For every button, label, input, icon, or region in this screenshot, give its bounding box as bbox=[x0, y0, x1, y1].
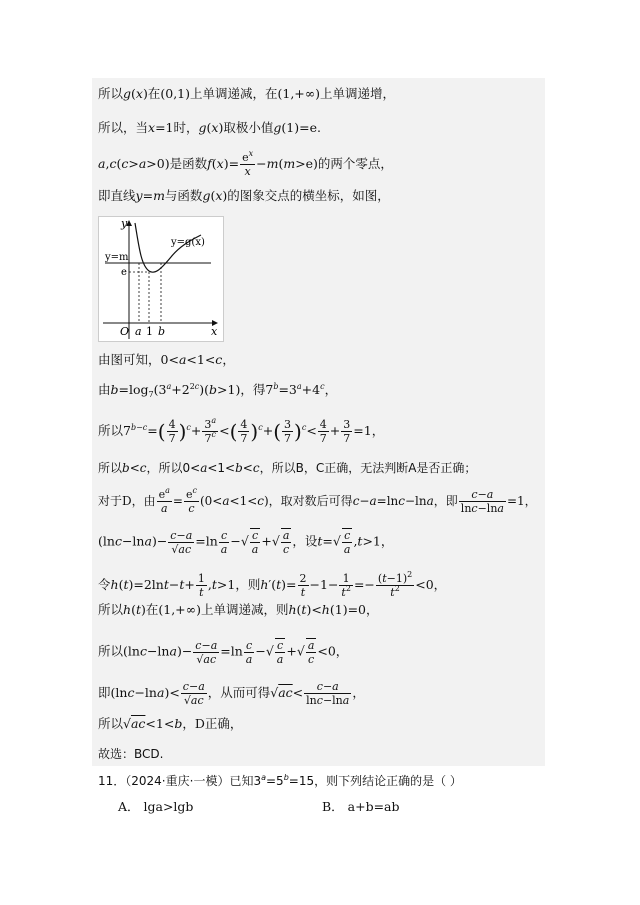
solution-line-11: 令h(t)=2lnt−t+ $\frac{1}{t}$ ,t>1，则h′(t)= $\frac{2}{t}$ −1− $\frac{1}{t^2}$ =− $\frac{(t-1)^2}{t^2}$ <0， bbox=[98, 570, 447, 599]
function-graph bbox=[98, 216, 224, 342]
solution-line-3: a,c(c>a>0)是函数f(x)= $\frac{e^x}{x}$ −m(m>e)的两个零点， bbox=[98, 149, 393, 178]
line-label: y=m bbox=[105, 252, 129, 263]
solution-line-15: 所以√ac<1<b，D正确， bbox=[98, 716, 243, 731]
option-b[interactable]: B． a+b=ab bbox=[322, 799, 400, 814]
solution-line-7: 所以$7^{b-c}=$( $\frac{4}{7}$ )$^c$+ $\frac{3^a}{7^c}$ <( $\frac{4}{7}$ )$^c$+( $\frac{3}{7}$ )$^c$< $\frac{4}{7}$ + $\frac{3}{7}$ =1， bbox=[98, 416, 385, 445]
tick-1-label: 1 bbox=[146, 325, 153, 338]
solution-line-4: 即直线y=m与函数g(x)的图象交点的横坐标，如图， bbox=[98, 188, 390, 203]
solution-answer: 故选：BCD. bbox=[98, 747, 164, 761]
tick-b-label: b bbox=[158, 325, 166, 338]
solution-line-5: 由图可知，0<a<1<c， bbox=[98, 352, 235, 367]
solution-line-9: 对于D，由 $\frac{e^a}{a}$ = $\frac{e^c}{c}$ (0<a<1<c)，取对数后可得c−a=lnc−lna，即 $\frac{c-a}{\ln c-\ln a}$ =1， bbox=[98, 486, 537, 515]
solution-line-1: 所以g(x)在(0,1)上单调递减，在(1,+∞)上单调递增， bbox=[98, 86, 396, 101]
solution-line-10: (lnc−lna)− $\frac{c-a}{√ac}$ =ln $\frac{c}{a}$ −√ $\frac{c}{a}$ +√ $\frac{a}{c}$ ，设t=√ $\frac{c}{a}$ ,t>1， bbox=[98, 528, 394, 556]
curve-label: y=g(x) bbox=[171, 237, 205, 248]
origin-label: O bbox=[120, 325, 130, 338]
solution-line-2: 所以，当x=1时，g(x)取极小值g(1)=e. bbox=[98, 120, 321, 135]
solution-line-13: 所以(lnc−lna)− $\frac{c-a}{√ac}$ =ln $\frac{c}{a}$ −√ $\frac{c}{a}$ +√ $\frac{a}{c}$ <0， bbox=[98, 638, 349, 666]
tick-a-label: a bbox=[135, 325, 142, 338]
e-label: e bbox=[121, 267, 127, 278]
option-a[interactable]: A． lga>lgb bbox=[118, 799, 194, 814]
x-axis-label: x bbox=[211, 325, 218, 338]
solution-line-8: 所以b<c，所以0<a<1<b<c，所以B，C正确，无法判断A是否正确； bbox=[98, 461, 477, 475]
solution-line-6: 由$b=\log_7(3^a+2^{2c})(b>1)$，得$7^b=3^a+4^c$， bbox=[98, 382, 338, 399]
solution-line-14: 即(lnc−lna)< $\frac{c-a}{√ac}$ ，从而可得√ac< $\frac{c-a}{\ln c-\ln a}$ ， bbox=[98, 680, 365, 707]
question-11-stem: 11．（2024·重庆·一模）已知$3^a=5^b=15$，则下列结论正确的是（ ） bbox=[98, 773, 462, 788]
solution-line-12: 所以h(t)在(1,+∞)上单调递减，则h(t)<h(1)=0， bbox=[98, 602, 379, 617]
y-axis-label: y bbox=[121, 217, 128, 230]
